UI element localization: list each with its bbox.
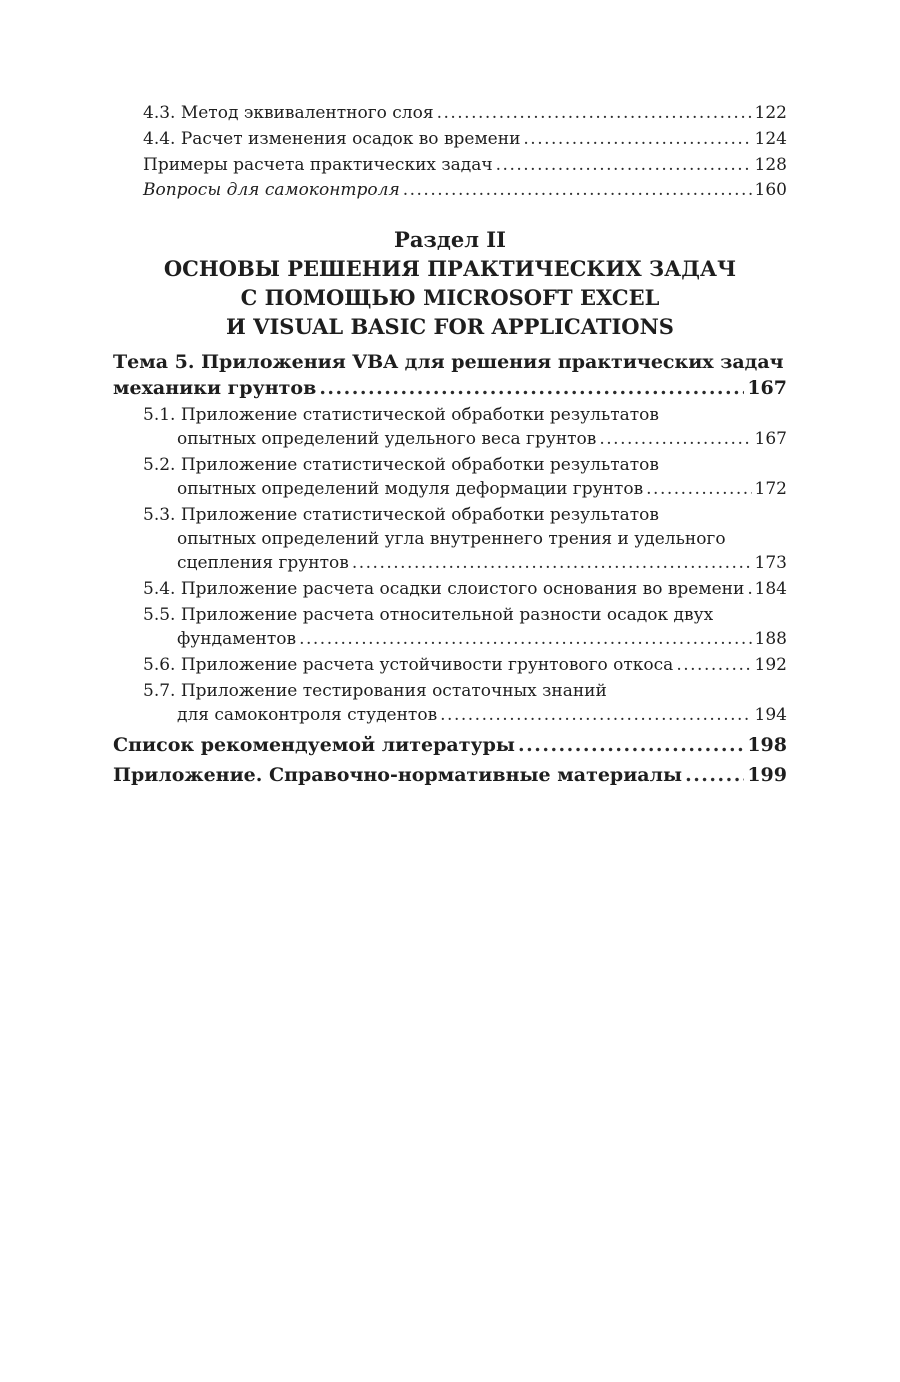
- toc-entry-label: 5.6. Приложение расчета устойчивости грунтового откоса: [143, 655, 674, 675]
- toc-leader-dots: [747, 578, 751, 600]
- toc-item-line: 5.7. Приложение тестирования остаточных знаний: [143, 681, 607, 701]
- toc-entry-label: опытных определений удельного веса грунтов: [177, 429, 597, 449]
- toc-entry-page: 167: [747, 377, 787, 399]
- toc-entry: [177, 704, 787, 726]
- toc-leader-dots: [518, 733, 744, 757]
- toc-entry: [143, 179, 787, 201]
- toc-item-line: 5.3. Приложение статистической обработки результатов: [143, 505, 659, 525]
- toc-entry-label: сцепления грунтов: [177, 553, 349, 573]
- toc-leader-dots: [599, 428, 751, 450]
- toc-entry-label: Список рекомендуемой литературы: [113, 734, 515, 756]
- toc-entry-page: 160: [754, 180, 787, 200]
- toc-entry-page: 199: [747, 764, 787, 786]
- toc-item-line: 5.1. Приложение статистической обработки результатов: [143, 405, 659, 425]
- toc-item-line: 5.5. Приложение расчета относительной разности осадок двух: [143, 605, 714, 625]
- toc-leader-dots: [646, 478, 751, 500]
- section-title: Раздел II: [394, 227, 506, 252]
- toc-leader-dots: [352, 552, 752, 574]
- toc-entry: [177, 478, 787, 500]
- toc-entry-label: Вопросы для самоконтроля: [143, 180, 400, 200]
- toc-entry-label: опытных определений модуля деформации грунтов: [177, 479, 644, 499]
- toc-leader-dots: [523, 128, 751, 150]
- toc-entry: [143, 154, 787, 176]
- toc-leader-dots: [299, 628, 751, 650]
- toc-entry: [143, 102, 787, 124]
- toc-entry-label: для самоконтроля студентов: [177, 705, 438, 725]
- toc-entry: [177, 428, 787, 450]
- topic-title-cont: механики грунтов: [113, 377, 317, 399]
- toc-entry-page: 167: [754, 429, 787, 449]
- toc-entry-label: Примеры расчета практических задач: [143, 155, 493, 175]
- toc-leader-dots: [440, 704, 751, 726]
- toc-entry-label: 4.4. Расчет изменения осадок во времени: [143, 129, 521, 149]
- topic-title: Тема 5. Приложения VBA для решения практических задач: [113, 351, 784, 373]
- toc-entry-page: 122: [754, 103, 787, 123]
- toc-leader-dots: [403, 179, 752, 201]
- toc-entry-page: 124: [754, 129, 787, 149]
- topic-entry: [113, 376, 787, 400]
- toc-leader-dots: [319, 376, 744, 400]
- toc-leader-dots: [685, 763, 744, 787]
- toc-entry-label: Приложение. Справочно-нормативные материалы: [113, 764, 683, 786]
- toc-entry-page: 173: [754, 553, 787, 573]
- toc-entry: [177, 628, 787, 650]
- section-subtitle-line: ОСНОВЫ РЕШЕНИЯ ПРАКТИЧЕСКИХ ЗАДАЧ: [163, 256, 737, 281]
- toc-entry: [177, 552, 787, 574]
- toc-entry: [143, 654, 787, 676]
- toc-leader-dots: [676, 654, 751, 676]
- toc-entry-page: 172: [754, 479, 787, 499]
- toc-entry: [143, 578, 787, 600]
- toc-entry-page: 198: [747, 734, 787, 756]
- toc-entry-label: 4.3. Метод эквивалентного слоя: [143, 103, 434, 123]
- toc-entry-page: 184: [754, 579, 787, 599]
- toc-item-line: 5.2. Приложение статистической обработки результатов: [143, 455, 659, 475]
- toc-bold-entry: [113, 763, 787, 787]
- toc-item-line: опытных определений угла внутреннего трения и удельного: [177, 529, 726, 549]
- toc-entry-page: 192: [754, 655, 787, 675]
- toc-entry-label: фундаментов: [177, 629, 297, 649]
- toc-leader-dots: [496, 154, 752, 176]
- toc-leader-dots: [437, 102, 752, 124]
- toc-entry-label: 5.4. Приложение расчета осадки слоистого основания во времени: [143, 579, 745, 599]
- toc-entry-page: 194: [754, 705, 787, 725]
- toc-entry-page: 128: [754, 155, 787, 175]
- toc-bold-entry: [113, 733, 787, 757]
- toc-entry-page: 188: [754, 629, 787, 649]
- toc-entry: [143, 128, 787, 150]
- section-subtitle-line: С ПОМОЩЬЮ MICROSOFT EXCEL: [240, 285, 660, 310]
- section-subtitle-line: И VISUAL BASIC FOR APPLICATIONS: [226, 314, 674, 339]
